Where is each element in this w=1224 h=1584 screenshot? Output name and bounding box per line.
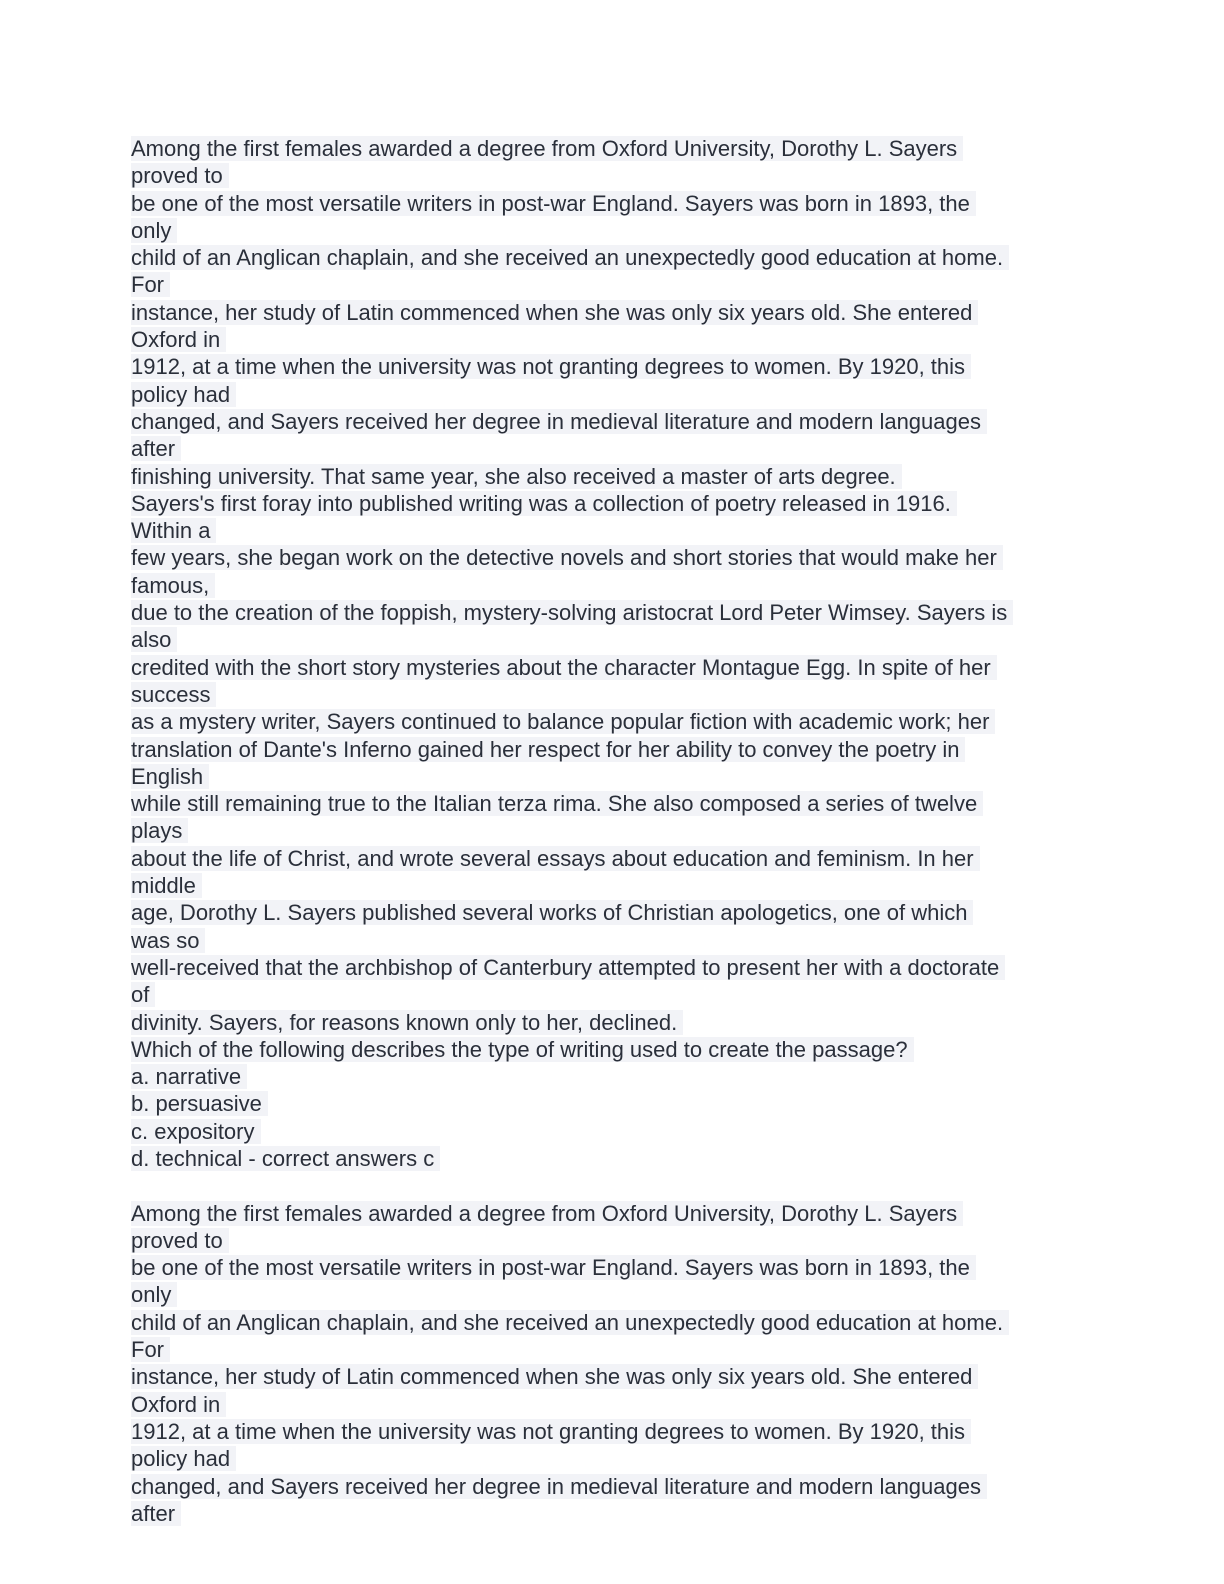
text-line	[131, 381, 1131, 408]
text-line-content: Among the first females awarded a degree from Oxford University, Dorothy L. Sayers	[131, 136, 963, 161]
text-line-content: few years, she began work on the detective novels and short stories that would make her	[131, 545, 1003, 570]
text-line	[131, 463, 1131, 490]
text-line	[131, 490, 1131, 517]
text-line	[131, 817, 1131, 844]
text-line	[131, 1336, 1131, 1363]
paragraph-gap	[131, 1172, 1131, 1199]
text-line-content: about the life of Christ, and wrote several essays about education and feminism. In her	[131, 846, 980, 871]
text-line	[131, 1309, 1131, 1336]
text-line	[131, 162, 1131, 189]
text-line-content: For	[131, 1337, 170, 1362]
text-line-content: d. technical - correct answers c	[131, 1146, 440, 1171]
text-line	[131, 299, 1131, 326]
text-line	[131, 1281, 1131, 1308]
text-line-content: middle	[131, 873, 202, 898]
text-line-content: age, Dorothy L. Sayers published several works of Christian apologetics, one of which	[131, 900, 973, 925]
text-line	[131, 1036, 1131, 1063]
text-line	[131, 626, 1131, 653]
text-line-content: changed, and Sayers received her degree in medieval literature and modern languages	[131, 409, 987, 434]
text-line	[131, 1145, 1131, 1172]
text-line-content: Within a	[131, 518, 216, 543]
text-line	[131, 681, 1131, 708]
text-line-content: of	[131, 982, 155, 1007]
text-line-content: a. narrative	[131, 1064, 247, 1089]
text-line	[131, 708, 1131, 735]
text-line-content: proved to	[131, 1228, 229, 1253]
text-line	[131, 244, 1131, 271]
text-line	[131, 1118, 1131, 1145]
text-line-content: due to the creation of the foppish, mystery-solving aristocrat Lord Peter Wimsey. Sayers is	[131, 600, 1013, 625]
text-line	[131, 763, 1131, 790]
text-line-content: instance, her study of Latin commenced when she was only six years old. She entered	[131, 1364, 978, 1389]
text-line-content: divinity. Sayers, for reasons known only to her, declined.	[131, 1010, 683, 1035]
text-line-content: translation of Dante's Inferno gained her respect for her ability to convey the poetry in	[131, 737, 965, 762]
text-line-content: changed, and Sayers received her degree in medieval literature and modern languages	[131, 1474, 987, 1499]
text-line-content: Oxford in	[131, 327, 226, 352]
text-line-content: English	[131, 764, 209, 789]
text-line	[131, 1063, 1131, 1090]
text-line	[131, 1418, 1131, 1445]
text-line	[131, 790, 1131, 817]
text-line-content: child of an Anglican chaplain, and she received an unexpectedly good education at home.	[131, 1310, 1009, 1335]
text-line	[131, 517, 1131, 544]
text-line	[131, 736, 1131, 763]
text-line-content: well-received that the archbishop of Canterbury attempted to present her with a doctorate	[131, 955, 1005, 980]
text-line-content: c. expository	[131, 1119, 261, 1144]
text-line-content: proved to	[131, 163, 229, 188]
text-line-content: only	[131, 218, 177, 243]
text-line	[131, 872, 1131, 899]
text-line	[131, 135, 1131, 162]
text-line	[131, 954, 1131, 981]
text-line-content: Among the first females awarded a degree from Oxford University, Dorothy L. Sayers	[131, 1201, 963, 1226]
text-line	[131, 654, 1131, 681]
text-line-content: 1912, at a time when the university was not granting degrees to women. By 1920, this	[131, 354, 971, 379]
text-line-content: child of an Anglican chaplain, and she received an unexpectedly good education at home.	[131, 245, 1009, 270]
text-line-content: be one of the most versatile writers in post-war England. Sayers was born in 1893, the	[131, 191, 976, 216]
text-line-content: after	[131, 436, 181, 461]
text-line-content: finishing university. That same year, she also received a master of arts degree.	[131, 464, 902, 489]
text-line	[131, 1254, 1131, 1281]
text-line-content: success	[131, 682, 216, 707]
text-line	[131, 190, 1131, 217]
text-line-content: only	[131, 1282, 177, 1307]
text-line-content: after	[131, 1501, 181, 1526]
text-line-content: instance, her study of Latin commenced when she was only six years old. She entered	[131, 300, 978, 325]
text-line-content: plays	[131, 818, 188, 843]
text-line-content: was so	[131, 928, 205, 953]
text-line	[131, 1090, 1131, 1117]
document-text	[131, 135, 1131, 1527]
text-line-content: while still remaining true to the Italian terza rima. She also composed a series of twelve	[131, 791, 983, 816]
text-line-content: policy had	[131, 1446, 236, 1471]
text-line	[131, 572, 1131, 599]
text-line	[131, 1009, 1131, 1036]
text-line	[131, 435, 1131, 462]
text-line	[131, 217, 1131, 244]
text-line	[131, 1200, 1131, 1227]
text-line-content: be one of the most versatile writers in post-war England. Sayers was born in 1893, the	[131, 1255, 976, 1280]
text-line	[131, 1227, 1131, 1254]
text-line	[131, 271, 1131, 298]
text-line	[131, 326, 1131, 353]
text-line	[131, 1500, 1131, 1527]
text-line	[131, 981, 1131, 1008]
text-line	[131, 899, 1131, 926]
text-line	[131, 845, 1131, 872]
text-line	[131, 408, 1131, 435]
text-line-content: b. persuasive	[131, 1091, 268, 1116]
text-line	[131, 544, 1131, 571]
text-line-content: as a mystery writer, Sayers continued to balance popular fiction with academic work; her	[131, 709, 995, 734]
text-line-content: 1912, at a time when the university was not granting degrees to women. By 1920, this	[131, 1419, 971, 1444]
text-line-content: policy had	[131, 382, 236, 407]
text-line	[131, 1445, 1131, 1472]
text-line	[131, 927, 1131, 954]
text-line-content: also	[131, 627, 177, 652]
text-line	[131, 1391, 1131, 1418]
text-line-content: Oxford in	[131, 1392, 226, 1417]
text-line	[131, 1363, 1131, 1390]
text-line-content: Which of the following describes the type of writing used to create the passage?	[131, 1037, 914, 1062]
text-line	[131, 353, 1131, 380]
text-line	[131, 1473, 1131, 1500]
text-line-content: credited with the short story mysteries about the character Montague Egg. In spite of her	[131, 655, 997, 680]
text-line-content: For	[131, 272, 170, 297]
text-line-content: famous,	[131, 573, 215, 598]
text-line-content: Sayers's first foray into published writing was a collection of poetry released in 1916.	[131, 491, 957, 516]
text-line	[131, 599, 1131, 626]
